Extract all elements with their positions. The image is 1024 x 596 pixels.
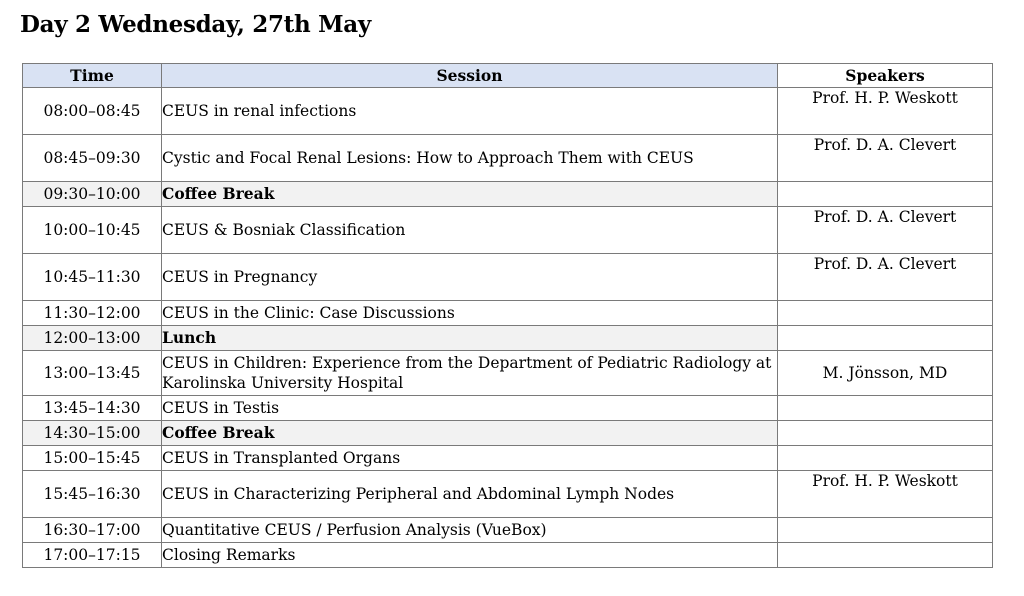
speaker-cell: Prof. D. A. Clevert — [778, 207, 993, 254]
table-row — [23, 254, 993, 301]
speaker-cell — [778, 518, 993, 543]
page-title: Day 2 Wednesday, 27th May — [20, 11, 371, 38]
speaker-cell — [778, 446, 993, 471]
session-cell: CEUS in Characterizing Peripheral and Abdominal Lymph Nodes — [162, 471, 778, 518]
table-row — [23, 543, 993, 568]
table-row — [23, 396, 993, 421]
table-row-break — [23, 421, 993, 446]
time-cell: 17:00–17:15 — [23, 543, 162, 568]
time-cell: 16:30–17:00 — [23, 518, 162, 543]
session-cell: Closing Remarks — [162, 543, 778, 568]
time-cell: 09:30–10:00 — [23, 182, 162, 207]
session-cell: CEUS in renal infections — [162, 88, 778, 135]
speaker-cell — [778, 301, 993, 326]
session-cell: Coffee Break — [162, 182, 778, 207]
table-row — [23, 351, 993, 396]
session-cell: CEUS in Testis — [162, 396, 778, 421]
table-row — [23, 518, 993, 543]
time-cell: 10:45–11:30 — [23, 254, 162, 301]
session-cell: CEUS in the Clinic: Case Discussions — [162, 301, 778, 326]
table-row — [23, 446, 993, 471]
session-cell: Cystic and Focal Renal Lesions: How to Approach Them with CEUS — [162, 135, 778, 182]
header-speakers: Speakers — [778, 64, 993, 88]
speaker-cell — [778, 396, 993, 421]
table-row-break — [23, 326, 993, 351]
time-cell: 12:00–13:00 — [23, 326, 162, 351]
header-session: Session — [162, 64, 778, 88]
speaker-cell: M. Jönsson, MD — [778, 351, 993, 396]
time-cell: 08:00–08:45 — [23, 88, 162, 135]
header-time: Time — [23, 64, 162, 88]
speaker-cell — [778, 543, 993, 568]
speaker-cell: Prof. D. A. Clevert — [778, 135, 993, 182]
table-header-row — [23, 64, 993, 88]
session-cell: Quantitative CEUS / Perfusion Analysis (VueBox) — [162, 518, 778, 543]
session-cell: Lunch — [162, 326, 778, 351]
time-cell: 13:45–14:30 — [23, 396, 162, 421]
time-cell: 11:30–12:00 — [23, 301, 162, 326]
time-cell: 14:30–15:00 — [23, 421, 162, 446]
speaker-cell: Prof. H. P. Weskott — [778, 88, 993, 135]
table-row — [23, 135, 993, 182]
speaker-cell — [778, 421, 993, 446]
speaker-cell — [778, 182, 993, 207]
session-cell: CEUS & Bosniak Classification — [162, 207, 778, 254]
session-cell: CEUS in Transplanted Organs — [162, 446, 778, 471]
session-cell: CEUS in Children: Experience from the Department of Pediatric Radiology at Karolinska University Hospital — [162, 351, 778, 396]
table-row-break — [23, 182, 993, 207]
table-row — [23, 471, 993, 518]
session-cell: Coffee Break — [162, 421, 778, 446]
schedule-table — [22, 63, 993, 568]
table-row — [23, 88, 993, 135]
table-row — [23, 207, 993, 254]
speaker-cell: Prof. H. P. Weskott — [778, 471, 993, 518]
time-cell: 10:00–10:45 — [23, 207, 162, 254]
table-row — [23, 301, 993, 326]
time-cell: 13:00–13:45 — [23, 351, 162, 396]
time-cell: 08:45–09:30 — [23, 135, 162, 182]
time-cell: 15:45–16:30 — [23, 471, 162, 518]
speaker-cell — [778, 326, 993, 351]
time-cell: 15:00–15:45 — [23, 446, 162, 471]
session-cell: CEUS in Pregnancy — [162, 254, 778, 301]
speaker-cell: Prof. D. A. Clevert — [778, 254, 993, 301]
